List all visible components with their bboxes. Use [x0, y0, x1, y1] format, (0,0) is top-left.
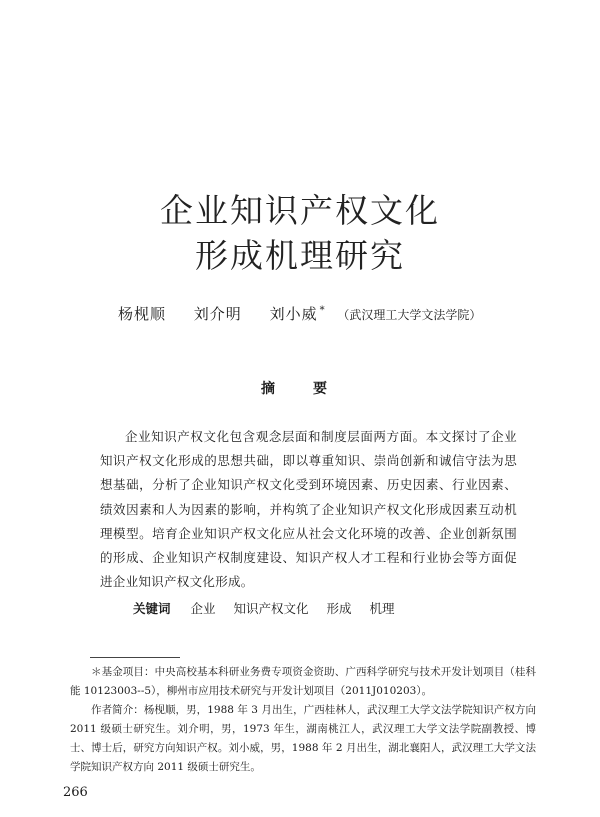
article-title-line-2: 形成机理研究 — [195, 236, 405, 275]
funding-footnote: ＊基金项目：中央高校基本科研业务费专项资金资助、广西科学研究与技术开发计划项目（桂科能 10123003--5），柳州市应用技术研究与开发计划项目（2011J010203）。 — [70, 666, 536, 697]
footnote-divider — [90, 657, 180, 658]
page-number: 266 — [63, 785, 88, 800]
author-name-1: 杨枧顺 — [118, 305, 167, 323]
abstract-heading: 摘 要 — [261, 381, 339, 397]
article-title-line-1: 企业知识产权文化 — [160, 191, 440, 230]
author-bio-footnote: 作者简介：杨枧顺，男，1988 年 3 月出生，广西桂林人，武汉理工大学文法学院知识产权方向 2011 级硕士研究生。刘介明，男，1973 年生，湖南桃江人，武汉理工大学文法学院副教授、博士、博士后，研究方向知识产权。刘小威，男，1988 年 2 月出生，湖北襄阳人，武汉理工大学文法学院知识产权方向 2011 级硕士研究生。 — [70, 704, 536, 773]
keywords-line — [133, 599, 409, 617]
keyword-4: 机理 — [369, 601, 395, 616]
author-affiliation: （武汉理工大学文法学院） — [337, 308, 482, 322]
keywords-label: 关键词 — [133, 601, 171, 616]
author-name-3: 刘小威 — [269, 305, 318, 323]
abstract-text: 企业知识产权文化包含观念层面和制度层面两方面。本文探讨了企业知识产权文化形成的思想共础，即以尊重知识、崇尚创新和诚信守法为思想基础，分析了企业知识产权文化受到环境因素、历史因素、行业因素、绩效因素和人为因素的影响，并构筑了企业知识产权文化形成因素互动机理模型。培育企业知识产权文化应从社会文化环境的改善、企业创新氛围的形成、企业知识产权制度建设、知识产权人才工程和行业协会等方面促进企业知识产权文化形成。 — [100, 429, 517, 590]
author-name-2: 刘介明 — [193, 305, 242, 323]
author-footnote-marker: * — [319, 305, 326, 316]
author-line — [118, 303, 481, 324]
keyword-2: 知识产权文化 — [233, 601, 309, 616]
footnotes — [70, 663, 536, 777]
keyword-1: 企业 — [190, 601, 216, 616]
keyword-3: 形成 — [326, 601, 352, 616]
